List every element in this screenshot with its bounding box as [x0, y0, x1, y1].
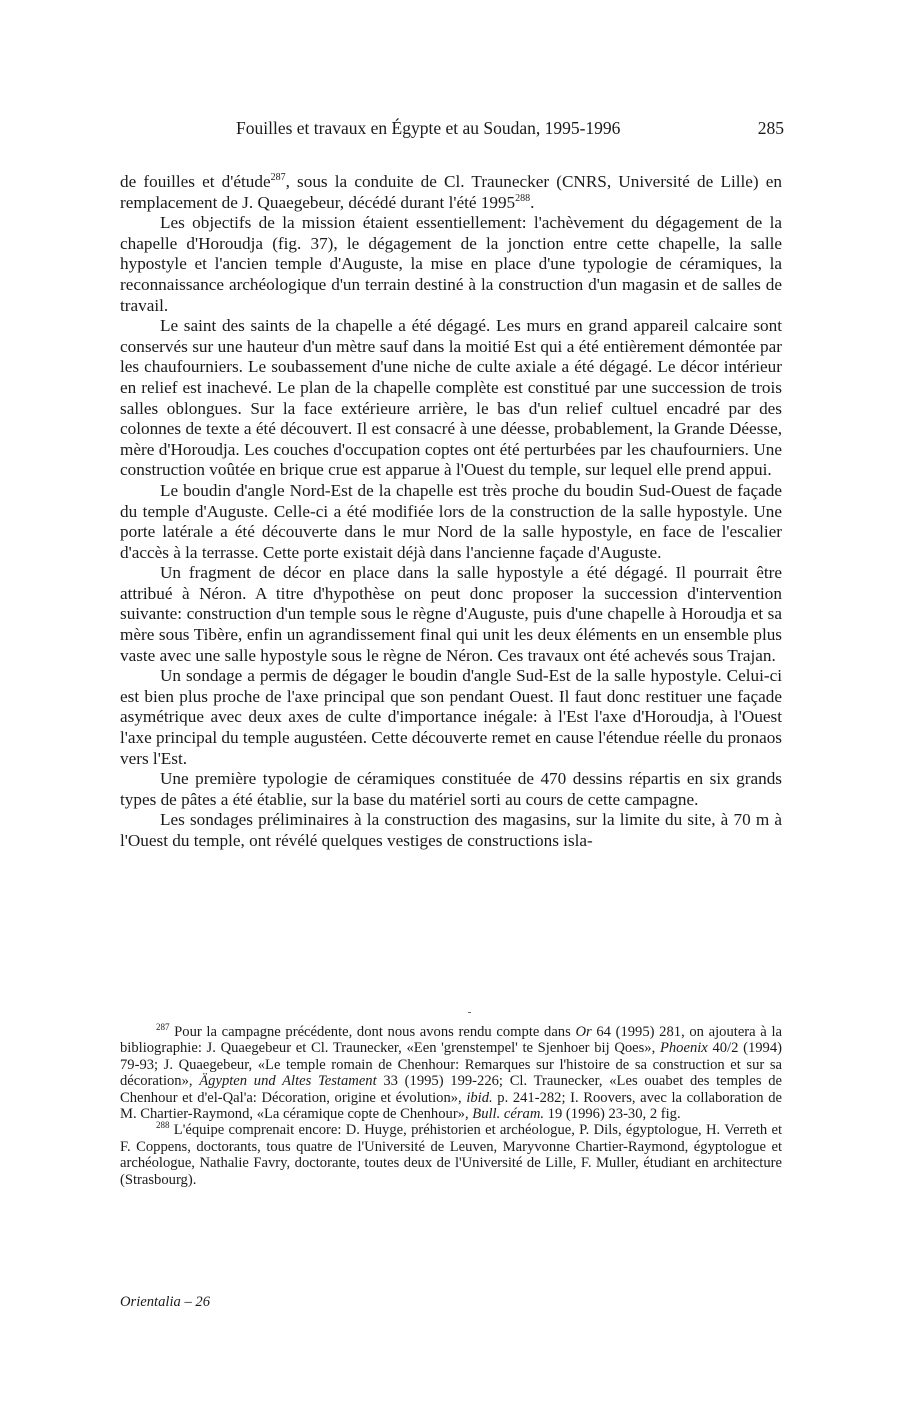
footnote-ref: 288: [515, 192, 531, 204]
footnote-ref: 287: [156, 1022, 170, 1032]
text-run: Une première typologie de céramiques constituée de 470 dessins répartis en six grands types de pâtes a été établie, sur la base du matériel sorti au cours de cette campagne.: [120, 769, 782, 809]
paragraph: [120, 316, 782, 481]
text-run: Un fragment de décor en place dans la salle hypostyle a été dégagé. Il pourrait être attribué à Néron. A titre d'hypothèse on peut donc proposer la succession d'intervention suivante: construction d'un temple sous le règne d'Auguste, puis d'une chapelle à Horoudja et sa mère sous Tibère, enfin un agrandissement final qui unit les deux éléments en un ensemble plus vaste avec une salle hypostyle sous le règne de Néron. Ces travaux ont été achevés sous Trajan.: [120, 563, 782, 665]
paragraph: [120, 810, 782, 851]
footnote-ref: 287: [270, 172, 286, 183]
italic-text: Or: [575, 1024, 592, 1040]
footnote-ref: 288: [156, 1120, 170, 1131]
italic-text: Phoenix: [659, 1040, 708, 1057]
text-run: Pour la campagne précédente, dont nous avons rendu compte dans: [169, 1024, 576, 1040]
text-run: Le saint des saints de la chapelle a été dégagé. Les murs en grand appareil calcaire sont conservés sur une hauteur d'un mètre sauf dans la moitié Est qui a été entièrement démontée par les chaufourniers. Le soubassement d'une niche de culte axiale a été dégagé. Le décor intérieur en relief est inachevé. Le plan de la chapelle complète est constitué par une succession de trois salles oblongues. Sur la face extérieure arrière, le bas d'un relief cultuel encadré par des colonnes de texte a été découvert. Il est consacré à une déesse, probablement, la Grande Déesse, mère d'Horoudja. Les couches d'occupation coptes ont été perturbées par les chaufourniers. Une construction voûtée en brique crue est apparue à l'Ouest du temple, sur lequel elle prend appui.: [120, 316, 782, 480]
italic-text: Ägypten und Altes Testament: [199, 1073, 377, 1090]
paragraph: [120, 172, 782, 213]
footnote: [120, 1122, 782, 1188]
text-run: Les objectifs de la mission étaient essentiellement: l'achèvement du dégagement de la chapelle d'Horoudja (fig. 37), le dégagement de la jonction entre cette chapelle, la salle hypostyle et l'ancien temple d'Auguste, la mise en place d'une typologie de céramiques, la reconnaissance archéologique d'un terrain destiné à la construction d'un magasin et de salles de travail.: [120, 213, 782, 315]
page-number: 285: [757, 118, 784, 138]
footnote-separator: [468, 1012, 471, 1013]
footnote: [120, 1024, 782, 1122]
paragraph: [120, 666, 782, 769]
running-head: [118, 118, 784, 139]
text-run: Le boudin d'angle Nord-Est de la chapelle est très proche du boudin Sud-Ouest de façade du temple d'Auguste. Celle-ci a été modifiée lors de la construction de la salle hypostyle. Une porte latérale a été découverte dans le mur Nord de la salle hypostyle, en face de l'escalier d'accès à la terrasse. Cette porte existait déjà dans l'ancienne façade d'Auguste.: [120, 480, 782, 562]
italic-text: ibid.: [466, 1089, 493, 1106]
signature-line: Orientalia – 26: [120, 1294, 210, 1310]
italic-text: Bull. céram.: [472, 1106, 545, 1123]
main-text: [120, 172, 782, 852]
text-run: Les sondages préliminaires à la construction des magasins, sur la limite du site, à 70 m à l'Ouest du temple, ont révélé quelques vestiges de constructions isla-: [120, 810, 782, 850]
text-run: 40/2 (1994) 79-93; J. Quaegebeur, «Le temple romain de Chenhour: Remarques sur l'histoire de sa construction et sur sa décoration»,: [120, 1040, 783, 1090]
text-run: Un sondage a permis de dégager le boudin d'angle Sud-Est de la salle hypostyle. Celui-ci est bien plus proche de l'axe principal que son pendant Ouest. Il faut donc restituer une façade asymétrique avec deux axes de culte d'importance inégale: à l'Est l'axe d'Horoudja, à l'Ouest l'axe principal du temple augustéen. Cette découverte remet en cause l'étendue réelle du pronaos vers l'Est.: [120, 666, 782, 768]
text-run: L'équipe comprenait encore: D. Huyge, préhistorien et archéologue, P. Dils, égyptologue, H. Verreth et F. Coppens, doctorants, tous quatre de l'Université de Leuven, Maryvonne Chartier-Raymond, égyptologue et archéologue, Nathalie Favry, doctorante, toutes deux de l'Université de Lille, F. Muller, étudiant en architecture (Strasbourg).: [120, 1122, 782, 1188]
text-run: .: [530, 192, 535, 212]
text-run: de fouilles et d'étude: [120, 172, 271, 191]
text-run: 64 (1995) 281, on ajoutera à la bibliographie: J. Quaegebeur et Cl. Traunecker, «Een 'grenstempel' te Sjenhoer bij Qoes»,: [120, 1024, 782, 1057]
text-run: 19 (1996) 23-30, 2 fig.: [544, 1106, 681, 1123]
running-title: Fouilles et travaux en Égypte et au Soudan, 1995-1996: [236, 118, 621, 138]
text-run: 33 (1995) 199-226; Cl. Traunecker, «Les ouabet des temples de Chenhour et d'el-Qal'a: Décoration, origine et évolution»,: [120, 1073, 782, 1106]
footnotes: [120, 1024, 782, 1188]
text-run: p. 241-282; I. Roovers, avec la collaboration de M. Chartier-Raymond, «La céramique copte de Chenhour»,: [120, 1089, 782, 1123]
paragraph: [120, 213, 782, 316]
paragraph: [120, 563, 782, 666]
paragraph: [120, 481, 782, 563]
paragraph: [120, 769, 782, 810]
text-run: , sous la conduite de Cl. Traunecker (CNRS, Université de Lille) en remplacement de J. Quaegebeur, décédé durant l'été 1995: [120, 172, 783, 212]
